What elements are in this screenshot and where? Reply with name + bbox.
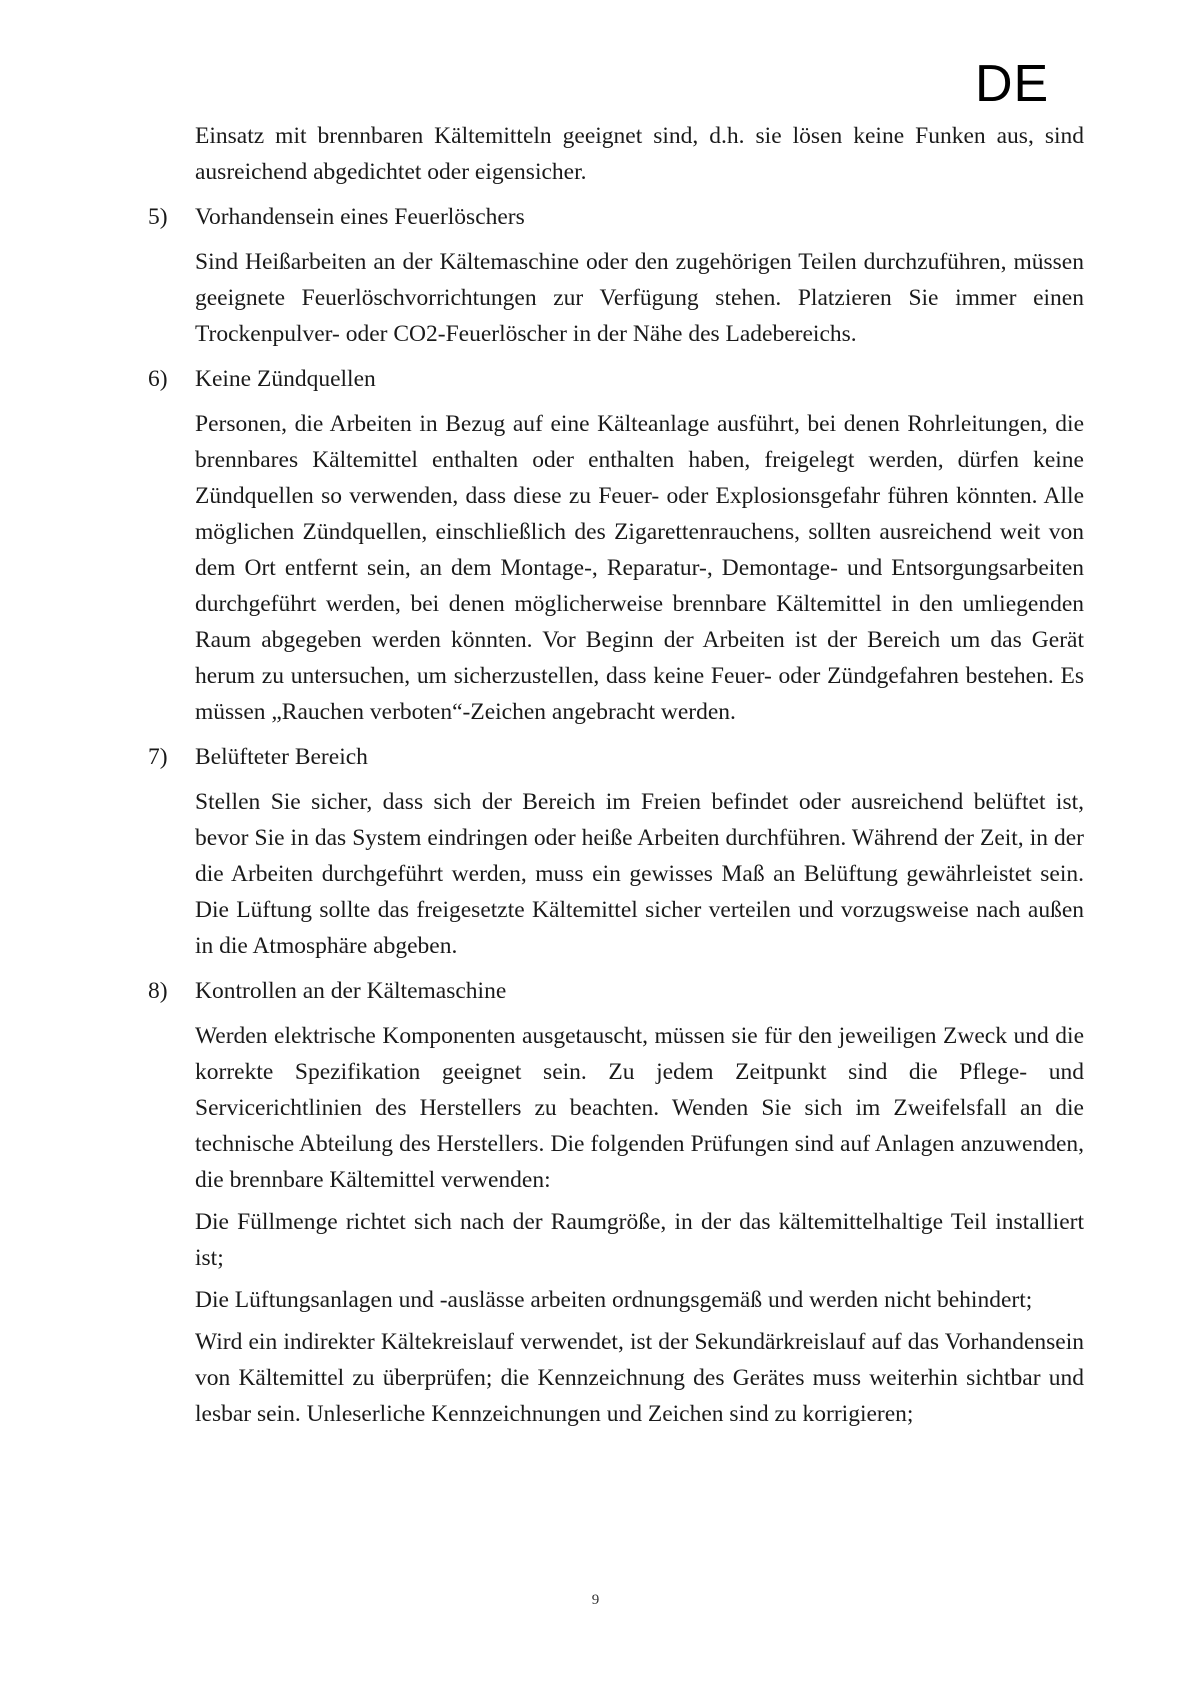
language-code: DE [975, 55, 1050, 113]
section-number: 7) [148, 744, 168, 770]
section-paragraph: Die Füllmenge richtet sich nach der Raumgröße, in der das kältemittelhaltige Teil installiert ist; [195, 1209, 1084, 1271]
section-heading-5 [148, 199, 1084, 235]
section-paragraph: Wird ein indirekter Kältekreislauf verwendet, ist der Sekundärkreislauf auf das Vorhandensein von Kältemittel zu überprüfen; die Kennzeichnung des Gerätes muss weiterhin sichtbar und lesbar sein. Unleserliche Kennzeichnungen und Zeichen sind zu korrigieren; [195, 1329, 1084, 1427]
page-number: 9 [591, 1592, 600, 1608]
section-title: Vorhandensein eines Feuerlöschers [195, 204, 525, 230]
section-title: Kontrollen an der Kältemaschine [195, 978, 507, 1004]
section-paragraph: Sind Heißarbeiten an der Kältemaschine oder den zugehörigen Teilen durchzuführen, müssen geeignete Feuerlöschvorrichtungen zur Verfügung stehen. Platzieren Sie immer einen Trockenpulver- oder CO2-Feuerlöscher in der Nähe des Ladebereichs. [195, 249, 1084, 347]
section-number: 5) [148, 204, 168, 230]
section-paragraph: Stellen Sie sicher, dass sich der Bereich im Freien befindet oder ausreichend belüftet ist, bevor Sie in das System eindringen oder heiße Arbeiten durchführen. Während der Zeit, in der die Arbeiten durchgeführt werden, muss ein gewisses Maß an Belüftung gewährleistet sein. Die Lüftung sollte das freigesetzte Kältemittel sicher verteilen und vorzugsweise nach außen in die Atmosphäre abgeben. [195, 789, 1084, 959]
section-number: 6) [148, 366, 168, 392]
section-paragraph: Werden elektrische Komponenten ausgetauscht, müssen sie für den jeweiligen Zweck und die korrekte Spezifikation geeignet sein. Zu jedem Zeitpunkt sind die Pflege- und Servicerichtlinien des Herstellers zu beachten. Wenden Sie sich im Zweifelsfall an die technische Abteilung des Herstellers. Die folgenden Prüfungen sind auf Anlagen anzuwenden, die brennbare Kältemittel verwenden: [195, 1023, 1084, 1193]
document-body [148, 118, 1084, 1438]
section-paragraph: Die Lüftungsanlagen und -auslässe arbeiten ordnungsgemäß und werden nicht behindert; [195, 1287, 1033, 1313]
section-heading-7 [148, 739, 1084, 775]
section-title: Belüfteter Bereich [195, 744, 368, 770]
section-heading-8 [148, 973, 1084, 1009]
section-title: Keine Zündquellen [195, 366, 376, 392]
section-heading-6 [148, 361, 1084, 397]
section-paragraph: Personen, die Arbeiten in Bezug auf eine Kälteanlage ausführt, bei denen Rohrleitungen, die brennbares Kältemittel enthalten oder enthalten haben, freigelegt werden, dürfen keine Zündquellen so verwenden, dass diese zu Feuer- oder Explosionsgefahr führen könnten. Alle möglichen Zündquellen, einschließlich des Zigarettenrauchens, sollten ausreichend weit von dem Ort entfernt sein, an dem Montage-, Reparatur-, Demontage- und Entsorgungsarbeiten durchgeführt werden, bei denen möglicherweise brennbare Kältemittel in den umliegenden Raum abgegeben werden könnten. Vor Beginn der Arbeiten ist der Bereich um das Gerät herum zu untersuchen, um sicherzustellen, dass keine Feuer- oder Zündgefahren bestehen. Es müssen „Rauchen verboten“-Zeichen angebracht werden. [195, 411, 1084, 725]
section-number: 8) [148, 978, 168, 1004]
intro-continuation: Einsatz mit brennbaren Kältemitteln geeignet sind, d.h. sie lösen keine Funken aus, sind ausreichend abgedichtet oder eigensicher. [195, 123, 1084, 185]
